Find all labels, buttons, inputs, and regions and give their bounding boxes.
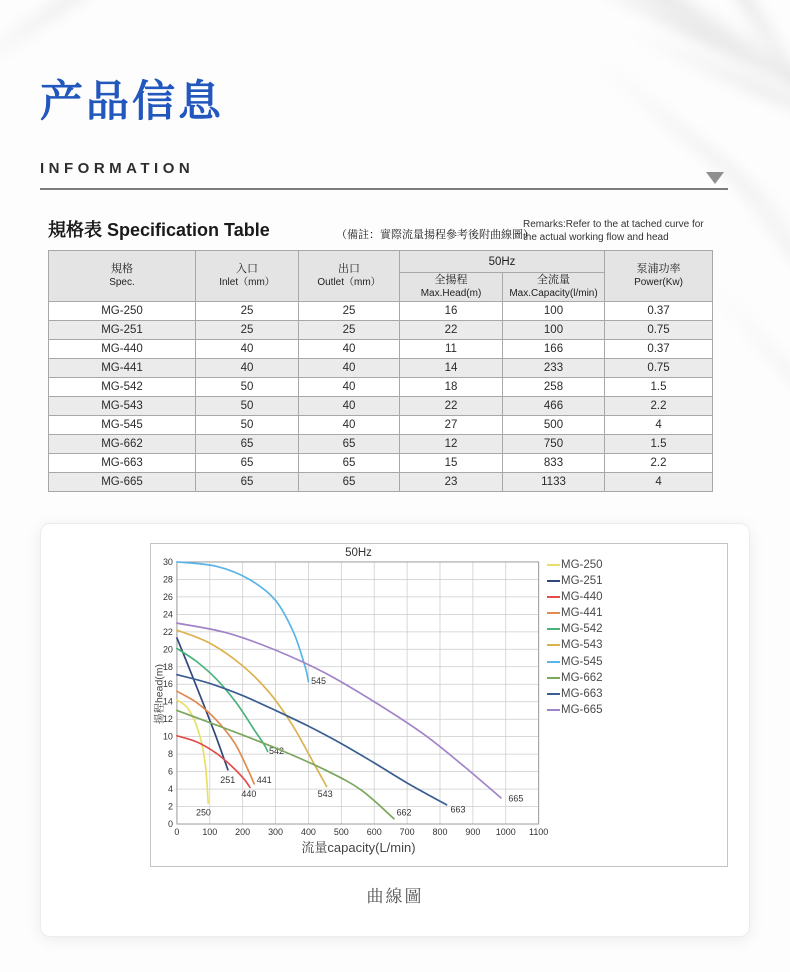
legend-item <box>547 605 603 621</box>
table-row <box>49 415 713 434</box>
page-title: 产品信息 <box>40 78 224 126</box>
y-tick-label: 8 <box>167 749 173 760</box>
spec-cell: MG-251 <box>49 320 196 339</box>
specification-table <box>48 250 713 492</box>
value-cell: 40 <box>196 358 299 377</box>
value-cell: 0.37 <box>605 301 713 320</box>
value-cell: 65 <box>196 453 299 472</box>
col-header-maxcapacity: 全流量 Max.Capacity(l/min) <box>503 273 605 302</box>
y-tick-label: 18 <box>162 661 173 672</box>
spec-note-cn: （備註：實際流量揚程參考後附曲線圖） <box>336 229 534 241</box>
spec-cell: MG-542 <box>49 377 196 396</box>
spec-cell: MG-662 <box>49 434 196 453</box>
legend-label: MG-665 <box>561 703 603 716</box>
value-cell: 50 <box>196 415 299 434</box>
legend-color-line <box>547 596 560 598</box>
curve-end-label: 665 <box>508 793 524 804</box>
legend-color-line <box>547 612 560 614</box>
value-cell: 16 <box>400 301 503 320</box>
curve-end-label: 662 <box>396 807 412 818</box>
legend-label: MG-662 <box>561 671 603 684</box>
section-subtitle: INFORMATION <box>40 160 195 177</box>
down-triangle-icon <box>706 172 724 184</box>
value-cell: 18 <box>400 377 503 396</box>
curve-end-label: 440 <box>241 788 257 799</box>
legend-item <box>547 621 603 637</box>
value-cell: 65 <box>196 434 299 453</box>
value-cell: 833 <box>503 453 605 472</box>
x-axis-label: 流量capacity(L/min) <box>301 840 416 855</box>
value-cell: 40 <box>299 377 400 396</box>
value-cell: 40 <box>299 396 400 415</box>
value-cell: 25 <box>299 320 400 339</box>
x-tick-label: 300 <box>268 826 284 837</box>
x-tick-label: 800 <box>432 826 448 837</box>
value-cell: 1133 <box>503 472 605 491</box>
value-cell: 25 <box>196 320 299 339</box>
chart-title: 50Hz <box>345 547 372 559</box>
table-row <box>49 434 713 453</box>
x-tick-label: 1000 <box>495 826 516 837</box>
curve-end-label: 250 <box>195 807 211 818</box>
leaf-shadow-decoration <box>482 0 790 118</box>
table-row <box>49 472 713 491</box>
legend-color-line <box>547 564 560 566</box>
curve-end-label: 542 <box>268 746 284 757</box>
x-tick-label: 400 <box>300 826 316 837</box>
legend-color-line <box>547 661 560 663</box>
y-tick-label: 2 <box>167 801 173 812</box>
spec-cell: MG-441 <box>49 358 196 377</box>
x-tick-label: 1100 <box>529 826 549 837</box>
legend-label: MG-441 <box>561 607 603 620</box>
tick-labels <box>163 557 548 837</box>
spec-cell: MG-665 <box>49 472 196 491</box>
value-cell: 22 <box>400 396 503 415</box>
legend-color-line <box>547 709 560 711</box>
spec-table-heading <box>48 216 270 242</box>
legend-item <box>547 702 603 718</box>
curve-end-label: 545 <box>311 676 327 687</box>
spec-cell: MG-545 <box>49 415 196 434</box>
value-cell: 100 <box>503 320 605 339</box>
y-tick-label: 26 <box>162 591 173 602</box>
value-cell: 466 <box>503 396 605 415</box>
legend-label: MG-663 <box>561 687 603 700</box>
curve-end-label: 663 <box>450 804 466 815</box>
value-cell: 25 <box>299 301 400 320</box>
value-cell: 40 <box>299 339 400 358</box>
value-cell: 65 <box>299 453 400 472</box>
value-cell: 2.2 <box>605 396 713 415</box>
curve-end-label: 251 <box>220 774 236 785</box>
legend-color-line <box>547 693 560 695</box>
legend-color-line <box>547 628 560 630</box>
spec-heading-cn: 規格表 <box>48 220 102 240</box>
spec-cell: MG-663 <box>49 453 196 472</box>
pump-curves-plot <box>151 544 727 867</box>
value-cell: 50 <box>196 396 299 415</box>
col-header-power: 泵浦功率 Power(Kw) <box>605 251 713 302</box>
legend-label: MG-251 <box>561 575 603 588</box>
spec-cell: MG-543 <box>49 396 196 415</box>
chart-panel <box>150 543 728 867</box>
value-cell: 1.5 <box>605 434 713 453</box>
legend-color-line <box>547 677 560 679</box>
legend-label: MG-440 <box>561 591 603 604</box>
legend-item <box>547 637 603 653</box>
col-header-spec: 規格 Spec. <box>49 251 196 302</box>
value-cell: 2.2 <box>605 453 713 472</box>
y-tick-label: 12 <box>162 714 173 725</box>
x-tick-label: 0 <box>174 826 180 837</box>
value-cell: 40 <box>299 358 400 377</box>
leaf-shadow-decoration <box>627 25 790 170</box>
legend-item <box>547 670 603 686</box>
legend-color-line <box>547 580 560 582</box>
value-cell: 750 <box>503 434 605 453</box>
spec-cell: MG-440 <box>49 339 196 358</box>
table-row <box>49 320 713 339</box>
value-cell: 25 <box>196 301 299 320</box>
table-row <box>49 358 713 377</box>
legend-item <box>547 573 603 589</box>
value-cell: 22 <box>400 320 503 339</box>
table-row <box>49 301 713 320</box>
spec-table-body <box>49 301 713 491</box>
value-cell: 0.37 <box>605 339 713 358</box>
value-cell: 1.5 <box>605 377 713 396</box>
leaf-shadow-decoration <box>665 0 790 138</box>
y-tick-label: 16 <box>162 679 173 690</box>
legend-label: MG-542 <box>561 623 603 636</box>
curve-MG-440 <box>177 736 250 788</box>
value-cell: 40 <box>196 339 299 358</box>
table-row <box>49 377 713 396</box>
value-cell: 40 <box>299 415 400 434</box>
y-tick-label: 24 <box>162 609 173 620</box>
col-header-50hz: 50Hz <box>400 251 605 273</box>
legend-label: MG-250 <box>561 559 603 571</box>
curve-chart-card <box>40 523 750 937</box>
col-header-maxhead: 全揚程 Max.Head(m) <box>400 273 503 302</box>
value-cell: 258 <box>503 377 605 396</box>
chart-caption: 曲線圖 <box>366 887 424 906</box>
value-cell: 65 <box>299 434 400 453</box>
value-cell: 15 <box>400 453 503 472</box>
value-cell: 14 <box>400 358 503 377</box>
curve-MG-543 <box>177 630 327 786</box>
value-cell: 166 <box>503 339 605 358</box>
x-tick-label: 600 <box>366 826 382 837</box>
value-cell: 4 <box>605 472 713 491</box>
value-cell: 12 <box>400 434 503 453</box>
value-cell: 11 <box>400 339 503 358</box>
x-tick-label: 900 <box>465 826 481 837</box>
value-cell: 4 <box>605 415 713 434</box>
legend-item <box>547 557 603 573</box>
y-tick-label: 6 <box>167 766 173 777</box>
x-tick-label: 100 <box>202 826 218 837</box>
leaf-shadow-decoration <box>538 0 790 137</box>
y-tick-label: 30 <box>162 556 173 567</box>
value-cell: 233 <box>503 358 605 377</box>
x-tick-label: 700 <box>399 826 415 837</box>
y-tick-label: 22 <box>162 626 173 637</box>
y-tick-label: 20 <box>162 644 173 655</box>
x-tick-label: 500 <box>333 826 349 837</box>
divider-line <box>40 188 728 190</box>
value-cell: 65 <box>299 472 400 491</box>
table-row <box>49 396 713 415</box>
value-cell: 23 <box>400 472 503 491</box>
table-row <box>49 453 713 472</box>
y-tick-label: 4 <box>167 784 173 795</box>
spec-remarks-en: Remarks:Refer to the at tached curve for the actual working flow and head <box>523 219 704 243</box>
y-axis-label: 揚程head(m) <box>153 663 166 725</box>
x-tick-label: 200 <box>235 826 251 837</box>
table-row <box>49 339 713 358</box>
value-cell: 0.75 <box>605 320 713 339</box>
legend-label: MG-543 <box>561 639 603 652</box>
value-cell: 0.75 <box>605 358 713 377</box>
legend-label: MG-545 <box>561 655 603 668</box>
curve-end-label: 543 <box>317 788 333 799</box>
spec-cell: MG-250 <box>49 301 196 320</box>
value-cell: 27 <box>400 415 503 434</box>
legend-item <box>547 654 603 670</box>
curve-end-label: 441 <box>256 774 272 785</box>
chart-legend <box>547 557 603 718</box>
col-header-inlet: 入口 Inlet（mm） <box>196 251 299 302</box>
value-cell: 500 <box>503 415 605 434</box>
y-tick-label: 28 <box>162 574 173 585</box>
y-tick-label: 10 <box>162 731 173 742</box>
value-cell: 100 <box>503 301 605 320</box>
y-tick-label: 14 <box>162 696 173 707</box>
legend-item <box>547 589 603 605</box>
y-tick-label: 0 <box>167 819 173 830</box>
spec-heading-en: Specification Table <box>107 220 270 240</box>
legend-item <box>547 686 603 702</box>
value-cell: 65 <box>196 472 299 491</box>
value-cell: 50 <box>196 377 299 396</box>
col-header-outlet: 出口 Outlet（mm） <box>299 251 400 302</box>
legend-color-line <box>547 644 560 646</box>
leaf-shadow-decoration <box>706 280 790 510</box>
